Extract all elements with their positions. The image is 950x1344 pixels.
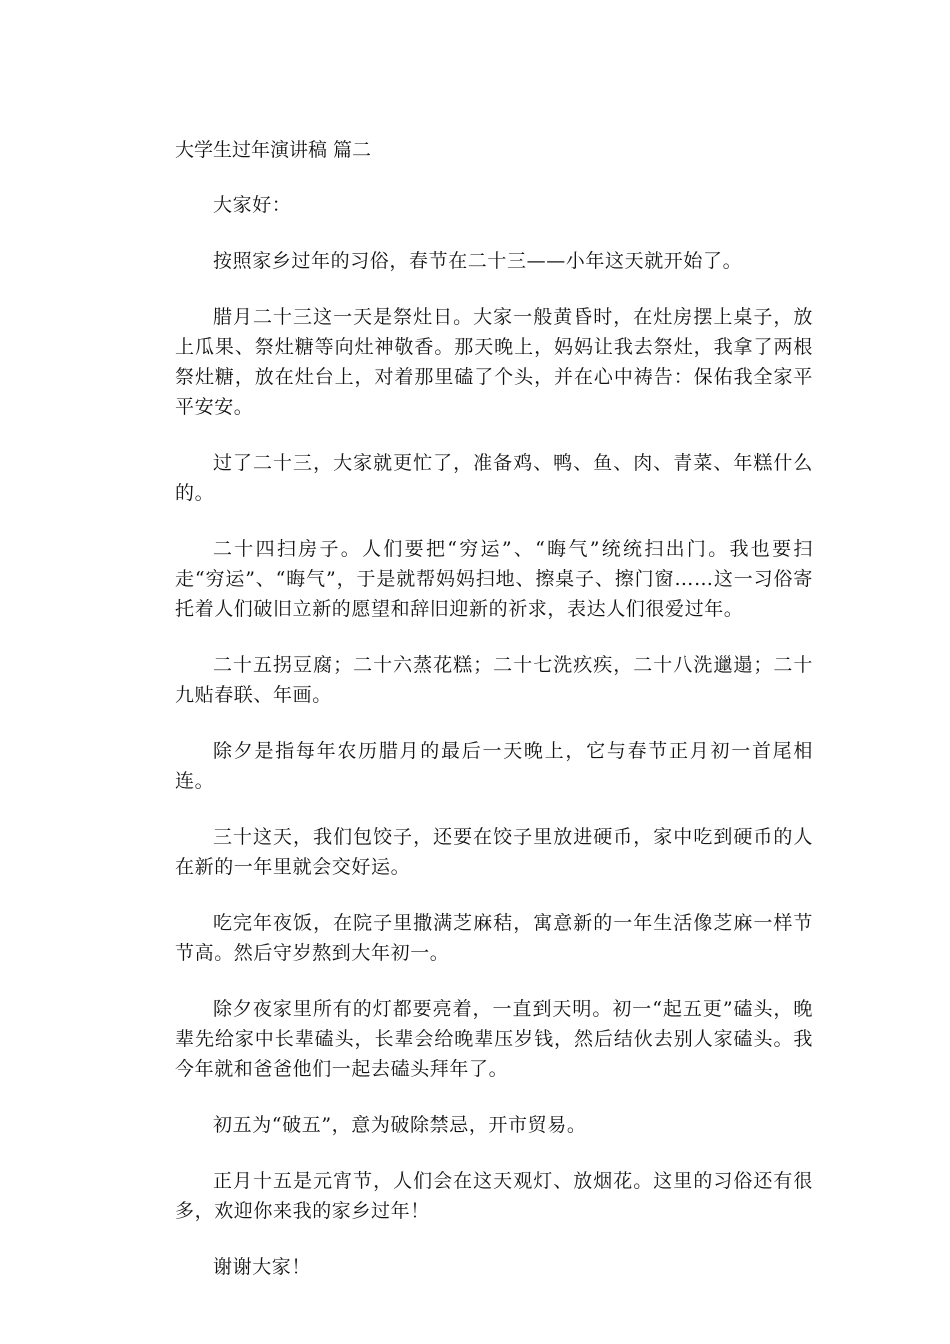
paragraph: 二十五拐豆腐；二十六蒸花糕；二十七洗疚疾，二十八洗邋遢；二十九贴春联、年画。 bbox=[175, 654, 813, 706]
paragraph: 正月十五是元宵节，人们会在这天观灯、放烟花。这里的习俗还有很多，欢迎你来我的家乡过年！ bbox=[175, 1170, 813, 1222]
paragraph: 除夕夜家里所有的灯都要亮着，一直到天明。初一“起五更”磕头，晚辈先给家中长辈磕头，长辈会给晚辈压岁钱，然后结伙去别人家磕头。我今年就和爸爸他们一起去磕头拜年了。 bbox=[175, 998, 813, 1080]
paragraph: 二十四扫房子。人们要把“穷运”、“晦气”统统扫出门。我也要扫走“穷运”、“晦气”，于是就帮妈妈扫地、擦桌子、擦门窗……这一习俗寄托着人们破旧立新的愿望和辞旧迎新的祈求，表达人们很爱过年。 bbox=[175, 538, 813, 620]
paragraph: 吃完年夜饭，在院子里撒满芝麻秸，寓意新的一年生活像芝麻一样节节高。然后守岁熬到大年初一。 bbox=[175, 912, 813, 964]
paragraph-closing: 谢谢大家！ bbox=[213, 1256, 312, 1278]
paragraph: 腊月二十三这一天是祭灶日。大家一般黄昏时，在灶房摆上桌子，放上瓜果、祭灶糖等向灶神敬香。那天晚上，妈妈让我去祭灶，我拿了两根祭灶糖，放在灶台上，对着那里磕了个头，并在心中祷告：保佑我全家平平安安。 bbox=[175, 306, 813, 418]
paragraph: 初五为“破五”，意为破除禁忌，开市贸易。 bbox=[213, 1114, 587, 1136]
document-body bbox=[175, 190, 813, 1308]
paragraph: 过了二十三，大家就更忙了，准备鸡、鸭、鱼、肉、青菜、年糕什么的。 bbox=[175, 452, 813, 504]
paragraph: 三十这天，我们包饺子，还要在饺子里放进硬币，家中吃到硬币的人在新的一年里就会交好运。 bbox=[175, 826, 813, 878]
paragraph: 除夕是指每年农历腊月的最后一天晚上，它与春节正月初一首尾相连。 bbox=[175, 740, 813, 792]
document-title: 大学生过年演讲稿 篇二 bbox=[175, 139, 372, 161]
paragraph-greeting: 大家好： bbox=[213, 194, 292, 216]
paragraph: 按照家乡过年的习俗，春节在二十三——小年这天就开始了。 bbox=[213, 250, 743, 272]
